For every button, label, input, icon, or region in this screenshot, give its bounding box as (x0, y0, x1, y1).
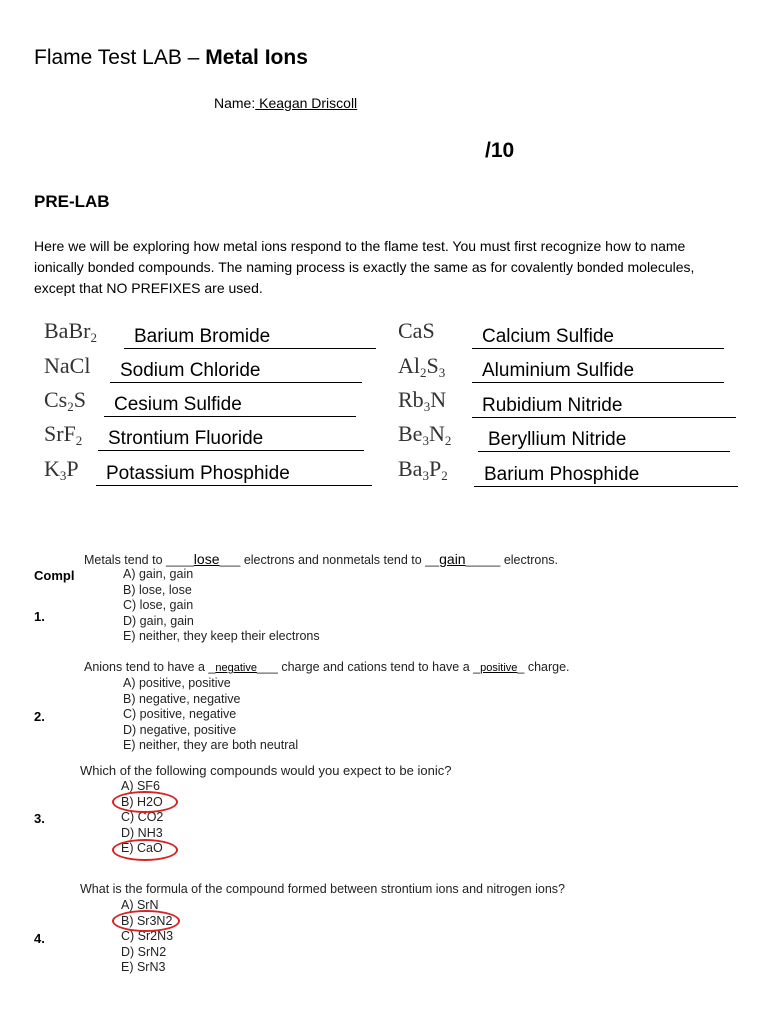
formula-nacl: NaCl (44, 353, 91, 378)
name-label: Name: (214, 95, 256, 111)
option: A) positive, positive (123, 676, 231, 690)
option: A) SrN (121, 898, 159, 912)
answer-barium-bromide: Barium Bromide (124, 326, 376, 349)
formula-cas: CaS (398, 318, 435, 343)
formula-srf2: SrF$_2$ (44, 421, 83, 448)
answer-circle-b (112, 791, 178, 813)
formula-al2s3: $Al_2S_3$ (398, 353, 446, 380)
option: C) lose, gain (123, 598, 194, 612)
question-1-number: 1. (34, 609, 45, 624)
answer-rubidium-nitride: Rubidium Nitride (472, 395, 736, 418)
option: D) gain, gain (123, 613, 194, 628)
option: B) negative, negative (123, 691, 241, 706)
answer-circle-e (112, 839, 178, 861)
prelab-heading: PRE-LAB (34, 192, 110, 211)
title-bold: Metal Ions (205, 46, 308, 69)
prelab-intro: Here we will be exploring how metal ions respond to the flame test. You must first recognize how to name ionically bonded compounds. The naming process is exactly the same as for covalently bonded molecules, except that NO PREFIXES are used. (34, 238, 695, 296)
section-label: Compl (34, 568, 75, 583)
answer-circle-b-q4 (112, 910, 180, 932)
title-plain: Flame Test LAB – (34, 46, 200, 69)
answer-cesium-sulfide: Cesium Sulfide (104, 394, 356, 417)
formula-cs2s: $Cs_2S$ (44, 387, 86, 414)
question-1-options (123, 567, 320, 645)
option: C) Sr2N3 (121, 929, 174, 943)
option: C) positive, negative (123, 707, 237, 721)
question-1-fill-a: lose (193, 551, 220, 567)
option: B) lose, lose (123, 582, 192, 597)
question-4-text: What is the formula of the compound formed between strontium ions and nitrogen ions? (80, 882, 565, 896)
name-value: Keagan Driscoll (255, 95, 358, 111)
page-title (34, 46, 308, 70)
name-line (214, 95, 357, 111)
option: E) CaO (121, 841, 163, 855)
question-1-fill-b: gain (439, 551, 466, 567)
formula-babr2: BaBr$_2$ (44, 318, 97, 345)
question-2-text: Anions tend to have a _negative___ charge and cations tend to have a _positive_ charge. (84, 660, 570, 674)
option: E) neither, they keep their electrons (123, 629, 320, 643)
question-3-number: 3. (34, 811, 45, 826)
formula-ba3p2: $Ba_3P_2$ (398, 456, 448, 483)
formula-k3p: $K_3P$ (44, 456, 79, 483)
option: B) Sr3N2 (121, 913, 173, 928)
option: D) SrN2 (121, 944, 167, 959)
question-2-fill-b: positive (480, 662, 518, 674)
answer-beryllium-nitride: Beryllium Nitride (478, 429, 730, 452)
option: E) neither, they are both neutral (123, 738, 299, 752)
answer-calcium-sulfide: Calcium Sulfide (472, 326, 724, 349)
option: B) H2O (121, 794, 163, 809)
question-1-text: Metals tend to ____lose___ electrons and nonmetals tend to __gain_____ electrons. (84, 551, 559, 567)
answer-potassium-phosphide: Potassium Phosphide (96, 463, 372, 486)
question-4-number: 4. (34, 931, 45, 946)
answer-barium-phosphide: Barium Phosphide (474, 464, 738, 487)
formula-be3n2: $Be_3N_2$ (398, 421, 452, 448)
question-2-number: 2. (34, 709, 45, 724)
option: D) negative, positive (123, 722, 237, 737)
score: /10 (485, 139, 515, 162)
option: C) CO2 (121, 810, 164, 824)
question-3-text: Which of the following compounds would you expect to be ionic? (80, 763, 452, 778)
question-2-options (123, 676, 298, 754)
answer-aluminium-sulfide: Aluminium Sulfide (472, 360, 724, 383)
question-2-fill-a: negative (215, 662, 257, 674)
option: A) gain, gain (123, 567, 194, 581)
answer-sodium-chloride: Sodium Chloride (110, 360, 362, 383)
formula-rb3n: $Rb_3N$ (398, 387, 447, 414)
option: E) SrN3 (121, 960, 166, 974)
option: D) NH3 (121, 825, 163, 840)
answer-strontium-fluoride: Strontium Fluoride (98, 428, 364, 451)
option: A) SF6 (121, 779, 160, 793)
